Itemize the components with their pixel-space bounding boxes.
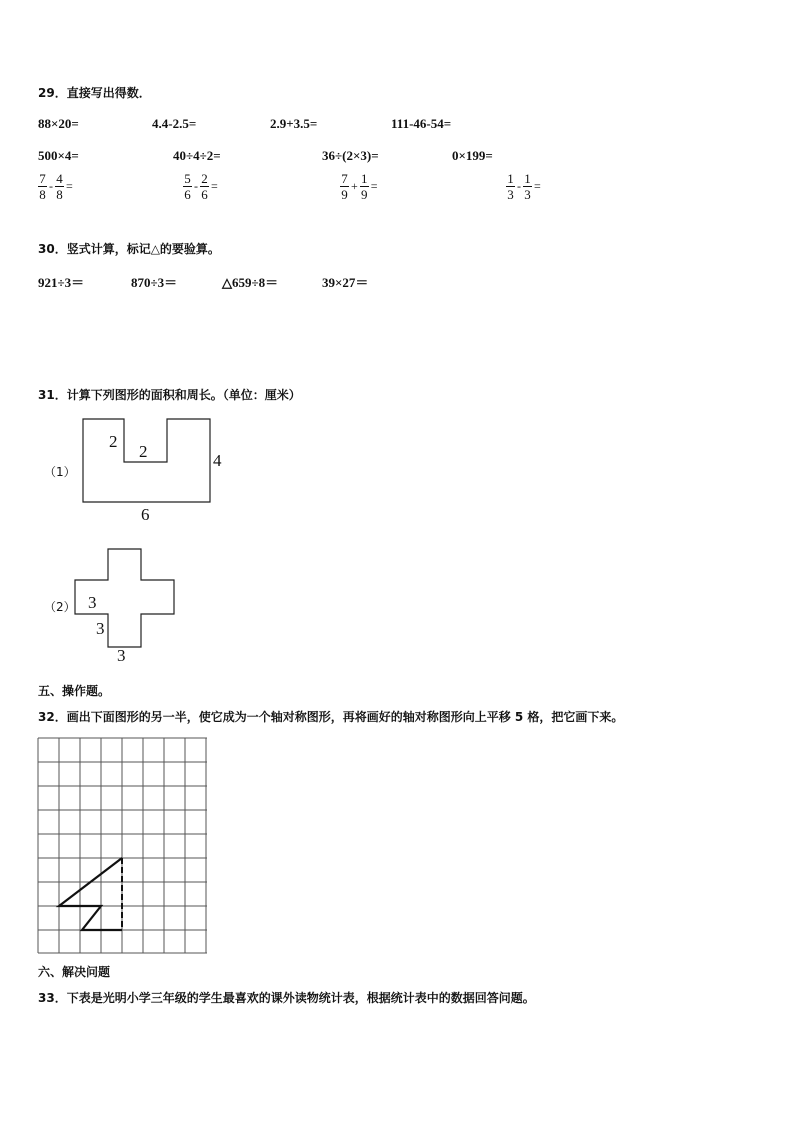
fraction-expression [183, 171, 220, 202]
denominator: 9 [341, 187, 348, 202]
q30-item: △659÷8＝ [222, 275, 279, 290]
denominator: 6 [201, 187, 208, 202]
fraction-expression [506, 171, 543, 202]
q29-item: 111-46-54= [391, 116, 452, 131]
denominator: 6 [184, 187, 191, 202]
q29-item: 40÷4÷2= [173, 148, 221, 163]
q29-item: 36÷(2×3)= [322, 148, 379, 163]
operator: + [351, 179, 358, 193]
section-6-title: 六、解决问题 [38, 965, 111, 979]
q29-item: 0×199= [452, 148, 493, 163]
figure-2-side: 3 [96, 619, 105, 638]
q30-item: 870÷3＝ [131, 275, 178, 290]
denominator: 3 [507, 187, 514, 202]
q32-grid [37, 737, 209, 955]
equals: = [66, 179, 73, 193]
q30-title: 30．竖式计算，标记△的要验算。 [38, 242, 220, 256]
numerator: 7 [341, 171, 348, 186]
q32-title: 32．画出下面图形的另一半，使它成为一个轴对称图形，再将画好的轴对称图形向上平移 5 格，把它画下来。 [38, 710, 624, 724]
numerator: 4 [56, 171, 63, 186]
figure-1-label: （1） [44, 465, 76, 479]
fraction-expression [38, 171, 75, 202]
numerator: 2 [201, 171, 208, 186]
q29-item: 2.9+3.5= [270, 116, 318, 131]
operator: - [517, 179, 521, 193]
operator: - [49, 179, 53, 193]
q30-item: 39×27＝ [322, 275, 369, 290]
figure-1-notched-rectangle [80, 416, 220, 504]
fraction-expression [340, 171, 380, 202]
figure-1-notch-depth: 2 [109, 432, 118, 451]
q29-item: 4.4-2.5= [152, 116, 197, 131]
figure-1-width: 6 [141, 505, 150, 524]
numerator: 1 [361, 171, 368, 186]
denominator: 8 [39, 187, 46, 202]
numerator: 7 [39, 171, 46, 186]
section-5-title: 五、操作题。 [38, 684, 111, 698]
figure-2-arm: 3 [88, 593, 97, 612]
denominator: 8 [56, 187, 63, 202]
figure-1-notch-width: 2 [139, 442, 148, 461]
figure-2-label: （2） [44, 600, 76, 614]
q33-title: 33．下表是光明小学三年级的学生最喜欢的课外读物统计表，根据统计表中的数据回答问题。 [38, 991, 535, 1005]
q31-title: 31．计算下列图形的面积和周长。（单位：厘米） [38, 388, 301, 402]
half-figure [59, 858, 122, 930]
numerator: 1 [507, 171, 514, 186]
q29-title: 29．直接写出得数． [38, 86, 151, 100]
q29-item: 500×4= [38, 148, 79, 163]
numerator: 1 [524, 171, 531, 186]
equals: = [211, 179, 218, 193]
denominator: 3 [524, 187, 531, 202]
q29-item: 88×20= [38, 116, 79, 131]
figure-2-bottom: 3 [117, 646, 126, 665]
figure-1-height: 4 [213, 451, 222, 470]
equals: = [534, 179, 541, 193]
numerator: 5 [184, 171, 191, 186]
operator: - [194, 179, 198, 193]
q30-item: 921÷3＝ [38, 275, 85, 290]
equals: = [370, 179, 378, 193]
denominator: 9 [361, 187, 368, 202]
